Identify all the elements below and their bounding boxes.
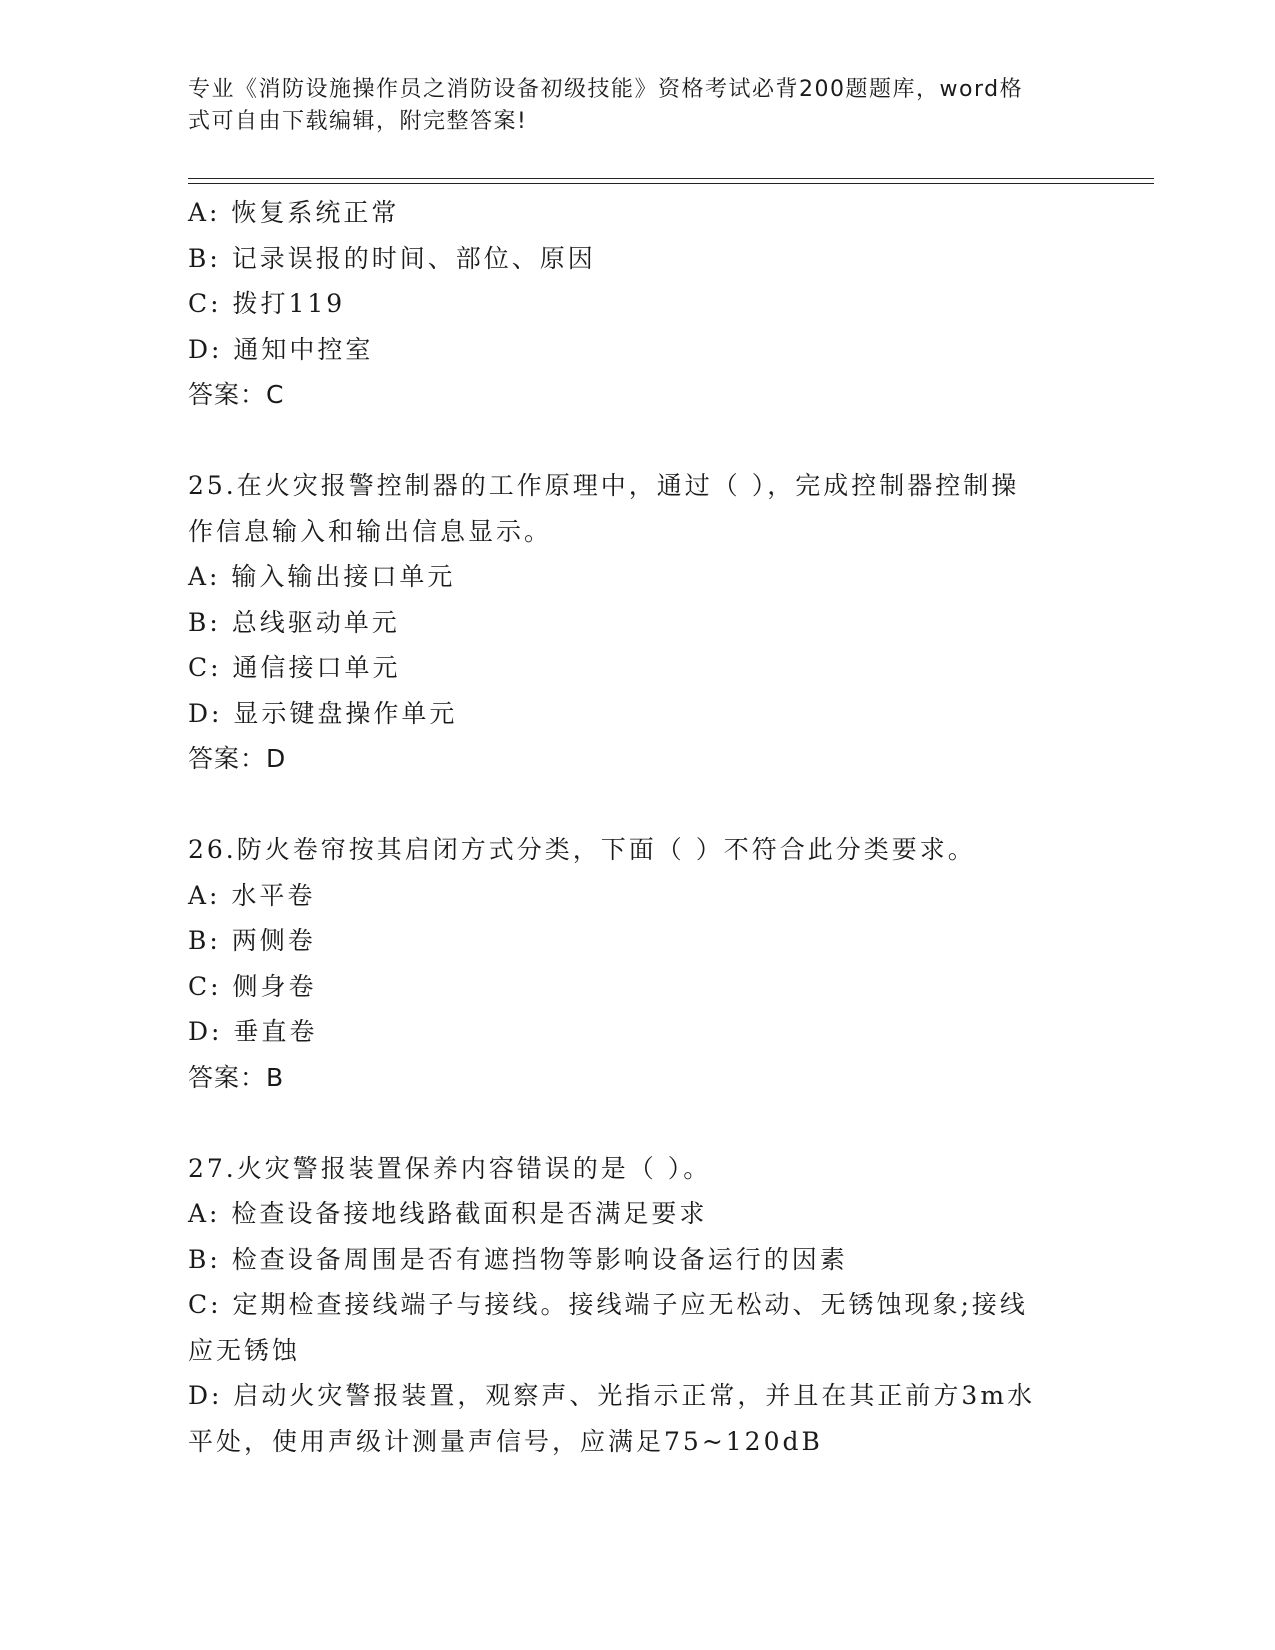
q25-option-b: B: 总线驱动单元 xyxy=(188,607,400,637)
q25-stem-line-2: 作信息输入和输出信息显示。 xyxy=(188,516,553,546)
q26-stem-line-1: 26.防火卷帘按其启闭方式分类，下面（ ）不符合此分类要求。 xyxy=(188,835,976,864)
q24-answer: 答案：C xyxy=(188,380,285,409)
q27-option-d-line-1: D: 启动火灾警报装置，观察声、光指示正常，并且在其正前方3m水 xyxy=(188,1381,1036,1410)
q24-option-d: D: 通知中控室 xyxy=(188,334,374,364)
question-26-block xyxy=(188,827,1088,1100)
q27-option-c-line-2: 应无锈蚀 xyxy=(188,1335,301,1365)
question-24-block xyxy=(188,190,1088,418)
question-spacer xyxy=(188,1100,1088,1146)
q24-option-a: A: 恢复系统正常 xyxy=(188,198,400,227)
q25-option-a: A: 输入输出接口单元 xyxy=(188,562,456,591)
header-divider-bottom xyxy=(188,183,1154,184)
q27-option-d-line-2: 平处，使用声级计测量声信号，应满足75~120dB xyxy=(188,1426,823,1456)
header-line-1: 专业《消防设施操作员之消防设备初级技能》资格考试必背200题题库，word格 xyxy=(188,77,1024,102)
question-25-block xyxy=(188,463,1088,782)
q26-option-b: B: 两侧卷 xyxy=(188,926,316,955)
question-body xyxy=(188,190,1088,1464)
q24-option-b: B: 记录误报的时间、部位、原因 xyxy=(188,243,596,273)
q26-option-c: C: 侧身卷 xyxy=(188,971,317,1001)
q26-answer: 答案：B xyxy=(188,1062,285,1092)
question-spacer xyxy=(188,418,1088,464)
header-divider-top xyxy=(188,178,1154,179)
q25-option-c: C: 通信接口单元 xyxy=(188,653,401,682)
q27-option-c-line-1: C: 定期检查接线端子与接线。接线端子应无松动、无锈蚀现象;接线 xyxy=(188,1290,1028,1319)
q27-option-a: A: 检查设备接地线路截面积是否满足要求 xyxy=(188,1199,708,1228)
q25-option-d: D: 显示键盘操作单元 xyxy=(188,698,458,728)
document-header xyxy=(188,74,1068,138)
question-27-block xyxy=(188,1146,1088,1465)
q26-option-a: A: 水平卷 xyxy=(188,880,316,910)
q27-option-b: B: 检查设备周围是否有遮挡物等影响设备运行的因素 xyxy=(188,1244,848,1274)
q25-answer: 答案：D xyxy=(188,744,287,773)
q27-stem-line-1: 27.火灾警报装置保养内容错误的是（ ）。 xyxy=(188,1153,712,1183)
q26-option-d: D: 垂直卷 xyxy=(188,1017,318,1046)
header-line-2: 式可自由下载编辑，附完整答案! xyxy=(188,109,528,134)
q24-option-c: C: 拨打119 xyxy=(188,289,346,318)
question-spacer xyxy=(188,782,1088,828)
q25-stem-line-1: 25.在火灾报警控制器的工作原理中，通过（ ），完成控制器控制操 xyxy=(188,471,1020,500)
